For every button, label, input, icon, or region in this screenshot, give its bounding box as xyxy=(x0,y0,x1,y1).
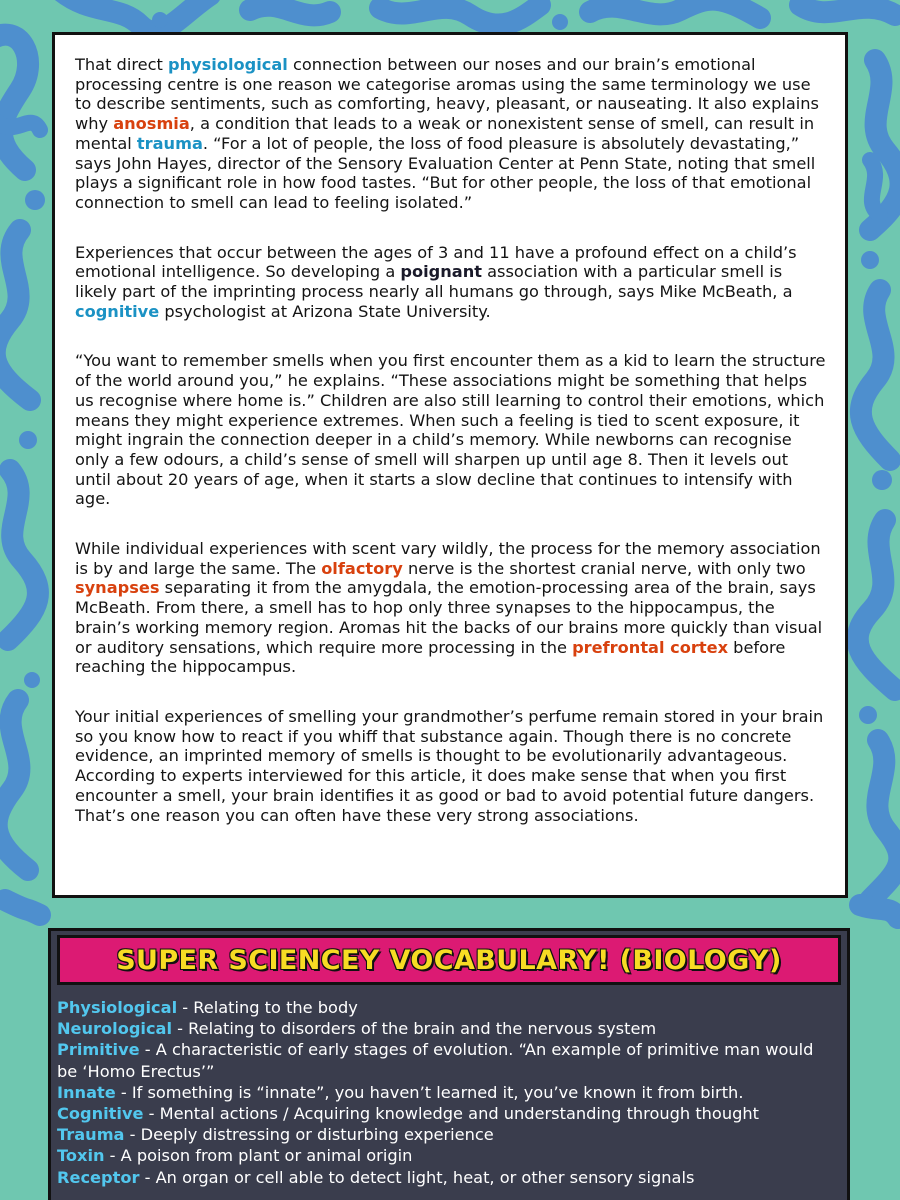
keyword-highlight: prefrontal cortex xyxy=(572,637,729,657)
keyword-highlight: anosmia xyxy=(113,114,190,134)
vocabulary-definition: - An organ or cell able to detect light, heat, or other sensory signals xyxy=(139,1167,695,1187)
vocabulary-definition: - Deeply distressing or disturbing experience xyxy=(124,1125,494,1145)
paragraph-text: nerve is the shortest cranial nerve, with only two xyxy=(402,558,806,578)
vocabulary-entry xyxy=(57,1124,837,1145)
vocabulary-entry xyxy=(57,1018,837,1039)
keyword-highlight: synapses xyxy=(75,578,160,598)
vocabulary-title: SUPER SCIENCEY VOCABULARY! (BIOLOGY) xyxy=(116,944,782,976)
paragraph-text: psychologist at Arizona State University. xyxy=(159,301,491,321)
article-paragraph xyxy=(75,539,827,677)
article-panel xyxy=(52,32,848,898)
article-paragraph xyxy=(75,707,827,825)
vocabulary-definition: - Mental actions / Acquiring knowledge and understanding through thought xyxy=(143,1104,759,1124)
paragraph-text: . “For a lot of people, the loss of food pleasure is absolutely devastating,” says John Hayes, director of the Sensory Evaluation Center at Penn State, noting that smell plays a significant role in how food tastes. “But for other people, the loss of that emotional connection to smell can lead to feeling isolated.” xyxy=(75,133,816,212)
vocabulary-term: Trauma xyxy=(57,1125,125,1145)
vocabulary-term: Toxin xyxy=(57,1146,105,1166)
vocabulary-term: Cognitive xyxy=(57,1104,144,1124)
vocabulary-term: Neurological xyxy=(57,1019,173,1039)
paragraph-text: That direct xyxy=(75,55,168,74)
vocabulary-term: Primitive xyxy=(57,1040,140,1060)
vocabulary-banner xyxy=(57,935,841,985)
paragraph-text: , a condition that leads to a weak or nonexistent sense of smell, can result in mental xyxy=(75,114,815,153)
keyword-highlight: olfactory xyxy=(321,558,403,578)
vocabulary-entry xyxy=(57,1167,837,1188)
vocabulary-definition: - Relating to the body xyxy=(177,998,358,1017)
paragraph-text: Experiences that occur between the ages of 3 and 11 have a profound effect on a child’s emotional intelligence. So developing a xyxy=(75,242,797,282)
vocabulary-term: Innate xyxy=(57,1082,116,1102)
vocabulary-list xyxy=(57,997,837,1188)
keyword-highlight: poignant xyxy=(400,262,482,282)
vocabulary-definition: - Relating to disorders of the brain and the nervous system xyxy=(172,1019,657,1039)
paragraph-text: before reaching the hippocampus. xyxy=(75,637,786,677)
article-paragraph xyxy=(75,351,827,509)
vocabulary-entry xyxy=(57,997,837,1018)
paragraph-text: connection between our noses and our brain’s emotional processing centre is one reason we categorise aromas using the same terminology we use to describe sentiments, such as comforting, heavy, pleasant, or nauseating. It also explains why xyxy=(75,55,819,134)
paragraph-text: “You want to remember smells when you first encounter them as a kid to learn the structure of the world around you,” he explains. “These associations might be something that helps us recognise where home is.” Children are also still learning to control their emotions, which means they might experience extremes. When such a feeling is tied to scent exposure, it might ingrain the connection deeper in a child’s memory. While newborns can recognise only a few odours, a child’s sense of smell will sharpen up until age 8. Then it levels out until about 20 years of age, when it starts a slow decline that continues to intensify with age. xyxy=(75,351,826,509)
vocabulary-definition: - If something is “innate”, you haven’t learned it, you’ve known it from birth. xyxy=(115,1082,744,1102)
vocabulary-entry xyxy=(57,1145,837,1166)
article-body xyxy=(75,55,827,825)
paragraph-text: While individual experiences with scent vary wildly, the process for the memory association is by and large the same. The xyxy=(75,539,821,578)
keyword-highlight: physiological xyxy=(167,55,288,74)
vocabulary-panel xyxy=(48,928,850,1200)
article-paragraph xyxy=(75,243,827,322)
vocabulary-term: Receptor xyxy=(57,1167,140,1187)
vocabulary-definition: - A characteristic of early stages of evolution. “An example of primitive man would be ‘Homo Erectus’” xyxy=(57,1040,814,1081)
keyword-highlight: cognitive xyxy=(75,301,160,321)
paragraph-text: Your initial experiences of smelling your grandmother’s perfume remain stored in your brain so you know how to react if you whiff that substance again. Though there is no concrete evidence, an imprinted memory of smells is thought to be evolutionarily advantageous. According to experts interviewed for this article, it does make sense that when you first encounter a smell, your brain identifies it as good or bad to avoid potential future dangers. That’s one reason you can often have these very strong associations. xyxy=(75,706,824,825)
vocabulary-definition: - A poison from plant or animal origin xyxy=(104,1146,413,1166)
vocabulary-term: Physiological xyxy=(57,998,178,1017)
paragraph-text: separating it from the amygdala, the emotion-processing area of the brain, says McBeath. From there, a smell has to hop only three synapses to the hippocampus, the brain’s working memory region. Aromas hit the backs of our brains more quickly than visual or auditory sensations, which require more processing in the xyxy=(75,578,823,657)
vocabulary-entry xyxy=(57,1082,837,1103)
keyword-highlight: trauma xyxy=(136,133,203,153)
vocabulary-entry xyxy=(57,1103,837,1124)
article-paragraph xyxy=(75,55,827,213)
vocabulary-entry xyxy=(57,1039,837,1081)
paragraph-text: association with a particular smell is likely part of the imprinting process nearly all humans go through, says Mike McBeath, a xyxy=(75,262,793,302)
